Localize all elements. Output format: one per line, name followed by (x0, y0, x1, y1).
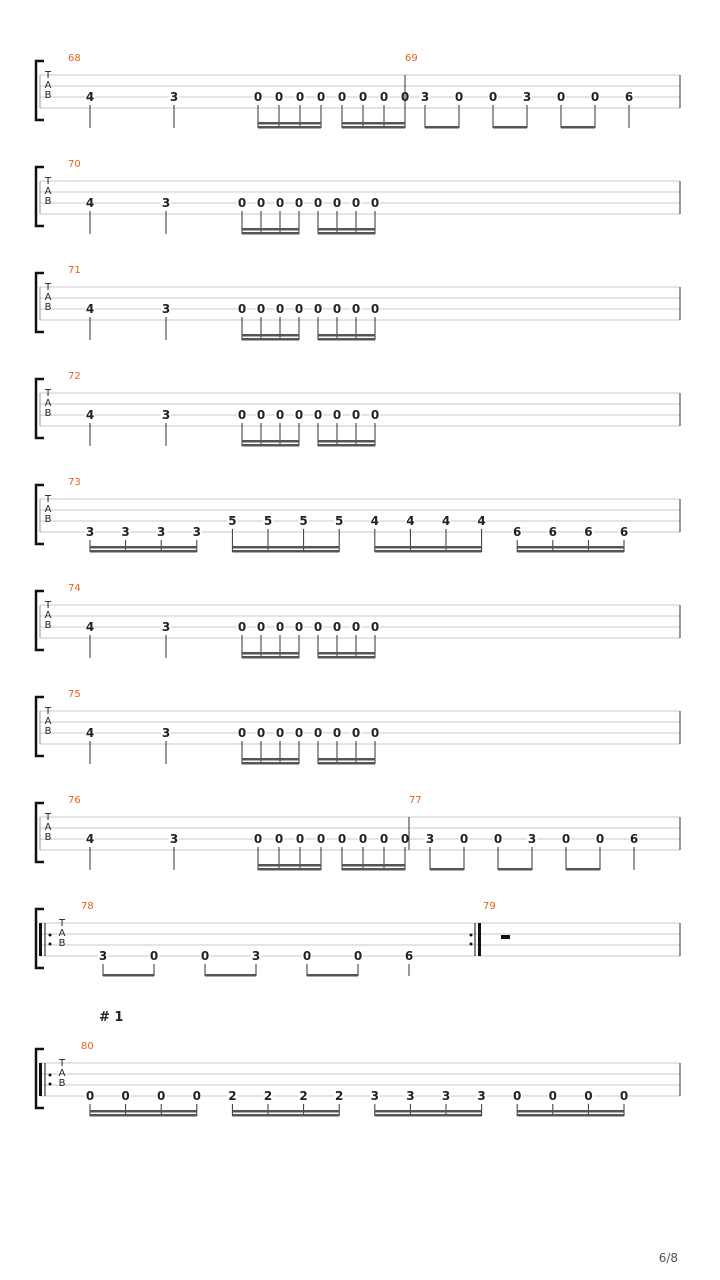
fret-number: 6 (629, 832, 639, 846)
fret-number: 0 (400, 832, 410, 846)
beam-secondary (318, 440, 375, 443)
tab-system (36, 477, 680, 553)
tab-clef-letter: T (44, 70, 52, 81)
fret-number: 0 (274, 90, 284, 104)
beam-primary (318, 762, 375, 765)
measure-number: 70 (68, 159, 81, 170)
fret-number: 3 (161, 408, 171, 422)
fret-number: 3 (161, 620, 171, 634)
repeat-dot (470, 943, 473, 946)
fret-number: 0 (313, 302, 323, 316)
fret-number: 0 (351, 726, 361, 740)
fret-number: 0 (351, 408, 361, 422)
beam-primary (242, 338, 299, 341)
fret-number: 0 (294, 196, 304, 210)
fret-number: 0 (157, 1089, 166, 1103)
tab-clef-letter: T (58, 1058, 66, 1069)
tab-clef-letter: A (58, 1068, 66, 1079)
measure-number: 77 (409, 795, 422, 806)
repeat-dot (49, 1074, 52, 1077)
tab-clef-letter: B (44, 832, 52, 843)
fret-number: 4 (441, 514, 451, 528)
fret-number: 0 (275, 726, 285, 740)
section-marker: # 1 (99, 1010, 124, 1025)
fret-number: 3 (192, 525, 201, 539)
fret-number: 2 (299, 1089, 308, 1103)
fret-number: 0 (332, 726, 342, 740)
fret-number: 2 (335, 1089, 344, 1103)
beam-primary (517, 1114, 624, 1117)
beam-secondary (318, 652, 375, 655)
measure-number: 71 (68, 265, 81, 276)
tab-clef-letter: T (44, 282, 52, 293)
measure-number: 73 (68, 477, 81, 488)
tab-system (36, 901, 680, 977)
beam-secondary (517, 546, 624, 549)
fret-number: 0 (294, 726, 304, 740)
fret-number: 6 (404, 949, 414, 963)
fret-number: 3 (169, 832, 179, 846)
beam-secondary (258, 122, 321, 125)
fret-number: 0 (584, 1089, 593, 1103)
beam-primary (493, 126, 527, 129)
tab-system (36, 53, 680, 129)
tab-system (36, 795, 680, 871)
fret-number: 0 (337, 90, 347, 104)
beam-primary (103, 974, 154, 977)
beam-primary (307, 974, 358, 977)
tab-clef-letter: T (58, 918, 66, 929)
beam-secondary (342, 122, 405, 125)
fret-number: 0 (619, 1089, 629, 1103)
fret-number: 3 (98, 949, 108, 963)
tab-system (36, 1041, 680, 1117)
beam-secondary (342, 864, 405, 867)
beam-secondary (242, 440, 299, 443)
fret-number: 4 (477, 514, 486, 528)
fret-number: 0 (316, 832, 326, 846)
beam-secondary (375, 1110, 482, 1113)
fret-number: 0 (313, 726, 323, 740)
fret-number: 0 (556, 90, 566, 104)
fret-number: 0 (237, 620, 247, 634)
tab-clef-letter: A (44, 398, 52, 409)
beam-secondary (242, 758, 299, 761)
fret-number: 0 (253, 90, 263, 104)
fret-number: 5 (335, 514, 344, 528)
fret-number: 0 (379, 90, 389, 104)
fret-number: 0 (370, 302, 380, 316)
fret-number: 0 (370, 408, 380, 422)
fret-number: 0 (275, 302, 285, 316)
fret-number: 0 (295, 832, 305, 846)
fret-number: 0 (313, 196, 323, 210)
tab-clef-letter: T (44, 812, 52, 823)
fret-number: 6 (548, 525, 557, 539)
fret-number: 3 (161, 302, 171, 316)
beam-secondary (375, 546, 482, 549)
fret-number: 6 (624, 90, 634, 104)
fret-number: 3 (161, 726, 171, 740)
beam-primary (498, 868, 532, 871)
measure-number: 76 (68, 795, 81, 806)
fret-number: 0 (488, 90, 498, 104)
fret-number: 0 (370, 726, 380, 740)
beam-secondary (318, 758, 375, 761)
beam-secondary (232, 1110, 339, 1113)
tab-clef-letter: B (44, 726, 52, 737)
fret-number: 0 (274, 832, 284, 846)
fret-number: 4 (85, 620, 95, 634)
fret-number: 3 (169, 90, 179, 104)
fret-number: 0 (237, 196, 247, 210)
fret-number: 6 (513, 525, 522, 539)
fret-number: 2 (263, 1089, 273, 1103)
fret-number: 3 (251, 949, 261, 963)
fret-number: 0 (275, 408, 285, 422)
beam-primary (561, 126, 595, 129)
beam-secondary (90, 546, 197, 549)
measure-number: 78 (81, 901, 94, 912)
fret-number: 0 (192, 1089, 201, 1103)
fret-number: 0 (358, 90, 368, 104)
tab-clef-letter: T (44, 600, 52, 611)
fret-number: 0 (302, 949, 312, 963)
beam-primary (242, 656, 299, 659)
tab-system (36, 371, 680, 447)
fret-number: 0 (370, 196, 380, 210)
beam-primary (425, 126, 459, 129)
measure-number: 72 (68, 371, 81, 382)
fret-number: 0 (256, 302, 266, 316)
page-number: 6/8 (658, 1251, 678, 1265)
beam-secondary (517, 1110, 624, 1113)
repeat-dot (470, 934, 473, 937)
beam-primary (90, 550, 197, 553)
beam-primary (375, 1114, 482, 1117)
fret-number: 4 (370, 514, 379, 528)
tab-clef-letter: B (58, 1078, 66, 1089)
fret-number: 5 (228, 514, 237, 528)
repeat-dot (49, 943, 52, 946)
fret-number: 0 (337, 832, 347, 846)
fret-number: 3 (161, 196, 171, 210)
beam-primary (205, 974, 256, 977)
beam-primary (90, 1114, 197, 1117)
measure-number: 79 (483, 901, 496, 912)
fret-number: 5 (299, 514, 308, 528)
fret-number: 0 (351, 302, 361, 316)
fret-number: 3 (527, 832, 537, 846)
fret-number: 0 (332, 620, 342, 634)
fret-number: 0 (513, 1089, 522, 1103)
fret-number: 0 (275, 620, 285, 634)
fret-number: 0 (332, 408, 342, 422)
fret-number: 0 (351, 196, 361, 210)
tab-clef-letter: A (44, 80, 52, 91)
tab-clef-letter: A (44, 610, 52, 621)
beam-secondary (242, 652, 299, 655)
measure-number: 68 (68, 53, 81, 64)
beam-primary (342, 126, 405, 129)
beam-secondary (318, 334, 375, 337)
tab-system (36, 689, 680, 765)
fret-number: 4 (406, 514, 415, 528)
beam-primary (318, 656, 375, 659)
tab-system (36, 583, 680, 659)
fret-number: 0 (313, 408, 323, 422)
fret-number: 4 (85, 90, 95, 104)
fret-number: 0 (493, 832, 503, 846)
fret-number: 3 (522, 90, 532, 104)
fret-number: 0 (548, 1089, 557, 1103)
tab-clef-letter: B (44, 408, 52, 419)
fret-number: 0 (294, 408, 304, 422)
tab-clef-letter: B (44, 90, 52, 101)
measure-number: 80 (81, 1041, 94, 1052)
tab-system (36, 265, 680, 341)
beam-primary (430, 868, 464, 871)
fret-number: 0 (313, 620, 323, 634)
fret-number: 0 (295, 90, 305, 104)
fret-number: 3 (157, 525, 166, 539)
beam-primary (318, 232, 375, 235)
fret-number: 0 (237, 302, 247, 316)
measure-number: 74 (68, 583, 81, 594)
fret-number: 0 (459, 832, 469, 846)
fret-number: 0 (590, 90, 600, 104)
tab-clef-letter: T (44, 388, 52, 399)
tab-clef-letter: A (44, 822, 52, 833)
fret-number: 0 (275, 196, 285, 210)
tab-clef-letter: A (44, 504, 52, 515)
tab-clef-letter: A (44, 292, 52, 303)
fret-number: 0 (121, 1089, 130, 1103)
beam-primary (318, 338, 375, 341)
fret-number: 4 (85, 832, 95, 846)
repeat-start-thick-bar (39, 923, 42, 956)
fret-number: 0 (454, 90, 464, 104)
fret-number: 0 (370, 620, 380, 634)
measure-number: 69 (405, 53, 418, 64)
fret-number: 3 (121, 525, 130, 539)
fret-number: 3 (425, 832, 435, 846)
beam-primary (258, 126, 321, 129)
fret-number: 0 (237, 408, 247, 422)
tab-systems (36, 53, 680, 1117)
tab-clef-letter: A (44, 186, 52, 197)
measure-number: 75 (68, 689, 81, 700)
fret-number: 0 (332, 302, 342, 316)
fret-number: 0 (149, 949, 159, 963)
fret-number: 6 (584, 525, 593, 539)
fret-number: 0 (561, 832, 571, 846)
fret-number: 0 (256, 726, 266, 740)
fret-number: 0 (351, 620, 361, 634)
tab-clef-letter: B (44, 196, 52, 207)
fret-number: 3 (441, 1089, 451, 1103)
beam-secondary (242, 228, 299, 231)
fret-number: 0 (294, 620, 304, 634)
beam-primary (232, 550, 339, 553)
fret-number: 0 (332, 196, 342, 210)
fret-number: 4 (85, 408, 95, 422)
tab-clef-letter: B (44, 620, 52, 631)
beam-primary (318, 444, 375, 447)
beam-primary (242, 444, 299, 447)
fret-number: 3 (406, 1089, 415, 1103)
repeat-start-thick-bar (39, 1063, 42, 1096)
tab-clef-letter: B (44, 302, 52, 313)
repeat-end-thick-bar (478, 923, 481, 956)
fret-number: 0 (379, 832, 389, 846)
beam-primary (375, 550, 482, 553)
beam-secondary (90, 1110, 197, 1113)
beam-primary (258, 868, 321, 871)
fret-number: 3 (370, 1089, 379, 1103)
tab-clef-letter: B (58, 938, 66, 949)
fret-number: 3 (477, 1089, 486, 1103)
fret-number: 4 (85, 196, 95, 210)
tab-clef-letter: A (58, 928, 66, 939)
beam-secondary (232, 546, 339, 549)
fret-number: 0 (253, 832, 263, 846)
fret-number: 0 (294, 302, 304, 316)
fret-number: 3 (420, 90, 430, 104)
repeat-dot (49, 1083, 52, 1086)
repeat-dot (49, 934, 52, 937)
beam-secondary (242, 334, 299, 337)
beam-primary (517, 550, 624, 553)
fret-number: 0 (237, 726, 247, 740)
beam-secondary (318, 228, 375, 231)
fret-number: 0 (316, 90, 326, 104)
beam-primary (242, 232, 299, 235)
beam-primary (232, 1114, 339, 1117)
fret-number: 0 (595, 832, 605, 846)
tab-clef-letter: A (44, 716, 52, 727)
tab-clef-letter: T (44, 494, 52, 505)
tab-clef-letter: T (44, 706, 52, 717)
fret-number: 0 (400, 90, 410, 104)
beam-primary (342, 868, 405, 871)
beam-primary (566, 868, 600, 871)
fret-number: 4 (85, 726, 95, 740)
fret-number: 4 (85, 302, 95, 316)
tab-clef-letter: T (44, 176, 52, 187)
fret-number: 0 (358, 832, 368, 846)
fret-number: 0 (200, 949, 210, 963)
fret-number: 6 (619, 525, 629, 539)
beam-secondary (258, 864, 321, 867)
whole-rest (501, 935, 510, 939)
beam-primary (242, 762, 299, 765)
fret-number: 5 (263, 514, 273, 528)
fret-number: 0 (256, 196, 266, 210)
fret-number: 0 (256, 620, 266, 634)
tab-system (36, 159, 680, 235)
fret-number: 0 (256, 408, 266, 422)
fret-number: 0 (85, 1089, 95, 1103)
fret-number: 2 (228, 1089, 237, 1103)
fret-number: 3 (85, 525, 95, 539)
tab-clef-letter: B (44, 514, 52, 525)
fret-number: 0 (353, 949, 363, 963)
